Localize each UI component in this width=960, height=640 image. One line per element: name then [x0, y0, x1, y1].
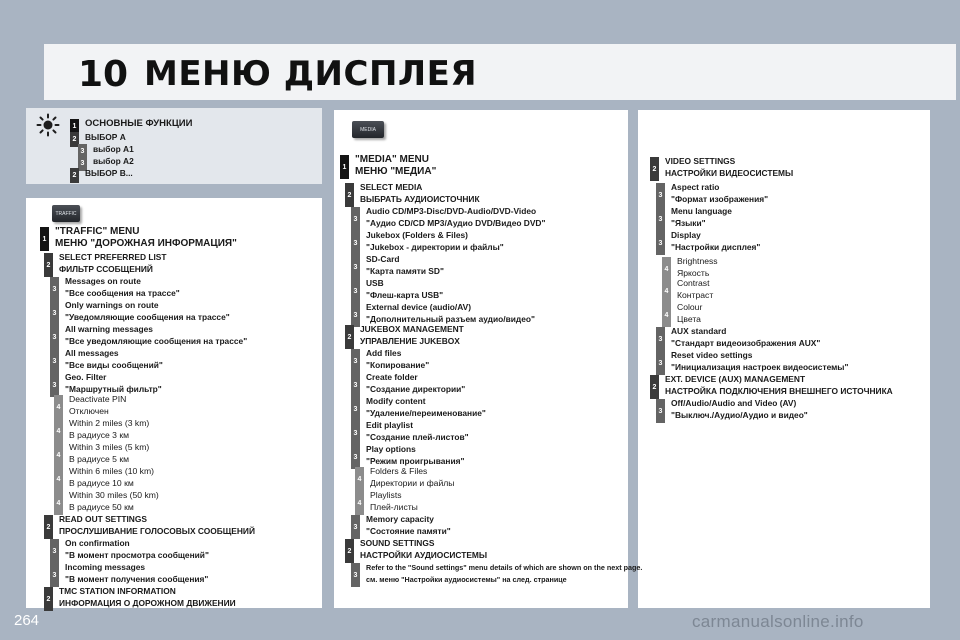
- menu-item-label: Messages on route: [65, 276, 141, 286]
- level-badge: 1: [40, 227, 49, 251]
- menu-item-translation: "Все виды сообщений": [65, 359, 163, 370]
- level-badge: 3: [351, 207, 360, 231]
- menu-item-text: [366, 254, 444, 277]
- menu-item-text: [665, 156, 793, 179]
- level-badge: 3: [656, 207, 665, 231]
- menu-item-label: SELECT MEDIA: [360, 182, 423, 192]
- menu-item-label: ВЫБОР B...: [85, 168, 133, 178]
- menu-item-text: [370, 490, 418, 513]
- level-badge: 3: [78, 156, 87, 171]
- menu-item-text: [69, 466, 154, 489]
- level-badge: 4: [355, 467, 364, 491]
- menu-item-translation: "Удаление/переименование": [366, 407, 486, 418]
- video-menu-item: [656, 398, 808, 423]
- level-badge: 3: [50, 539, 59, 563]
- menu-item-label: On confirmation: [65, 538, 130, 548]
- menu-item-translation: "Настройки дисплея": [671, 241, 761, 252]
- menu-item-text: [366, 348, 429, 371]
- menu-item-text: [366, 420, 469, 443]
- menu-item-label: TMC STATION INFORMATION: [59, 586, 176, 596]
- traffic-menu-item: [54, 418, 149, 443]
- level-badge: 2: [70, 168, 79, 183]
- level-badge: 2: [345, 183, 354, 207]
- level-badge: 3: [50, 301, 59, 325]
- menu-item-text: [671, 326, 820, 349]
- traffic-menu-item: [50, 538, 209, 563]
- menu-item-label: Jukebox (Folders & Files): [366, 230, 468, 240]
- menu-item-label: выбор A1: [93, 144, 134, 154]
- video-menu-item: [662, 302, 702, 327]
- menu-item-label: Only warnings on route: [65, 300, 159, 310]
- menu-item-translation: Плей-листы: [370, 501, 418, 512]
- menu-item-label: ОСНОВНЫЕ ФУНКЦИИ: [85, 118, 193, 129]
- menu-item-label: "TRAFFIC" MENU: [55, 226, 140, 237]
- level-badge: 4: [662, 257, 671, 281]
- level-badge: 1: [340, 155, 349, 179]
- menu-item-label: Within 3 miles (5 km): [69, 442, 150, 452]
- chapter-title: МЕНЮ ДИСПЛЕЯ: [144, 54, 478, 94]
- menu-item-translation: НАСТРОЙКИ АУДИОСИСТЕМЫ: [360, 549, 488, 560]
- menu-item-label: Within 2 miles (3 km): [69, 418, 150, 428]
- menu-item-translation: "Создание плей-листов": [366, 431, 469, 442]
- menu-item-text: [366, 444, 464, 467]
- level-badge: 3: [656, 183, 665, 207]
- traffic-menu-item: [54, 466, 154, 491]
- media-menu-item: [351, 278, 443, 303]
- menu-item-label: External device (audio/AV): [366, 302, 472, 312]
- menu-item-text: [65, 276, 180, 299]
- chapter-number: 10: [78, 54, 129, 95]
- media-menu-item: [351, 562, 642, 587]
- media-menu-item: [351, 396, 486, 421]
- menu-item-label: SELECT PREFERRED LIST: [59, 252, 167, 262]
- menu-item-text: [65, 300, 230, 323]
- menu-item-text: [355, 154, 436, 178]
- menu-item-translation: "Копирование": [366, 359, 430, 370]
- menu-item-label: SD-Card: [366, 254, 400, 264]
- level-badge: 4: [662, 279, 671, 303]
- menu-item-translation: МЕНЮ "ДОРОЖНАЯ ИНФОРМАЦИЯ": [55, 238, 237, 249]
- level-badge: 4: [54, 491, 63, 515]
- menu-item-label: All messages: [65, 348, 119, 358]
- menu-item-text: [671, 182, 768, 205]
- menu-item-text: [366, 230, 504, 253]
- menu-item-translation: "Стандарт видеоизображения AUX": [671, 337, 821, 348]
- menu-item-text: [69, 394, 126, 417]
- menu-item-translation: "Карта памяти SD": [366, 265, 444, 276]
- menu-item-translation: ВЫБРАТЬ АУДИОИСТОЧНИК: [360, 193, 480, 204]
- traffic-menu-item: [50, 562, 208, 587]
- menu-item-label: Add files: [366, 348, 402, 358]
- media-menu-item: [351, 254, 444, 279]
- media-menu-item: [355, 466, 454, 491]
- video-menu-item: [656, 350, 848, 375]
- level-badge: 3: [50, 349, 59, 373]
- menu-item-translation: Яркость: [677, 267, 710, 278]
- menu-item-text: [366, 206, 545, 229]
- menu-item-translation: В радиусе 5 км: [69, 453, 129, 464]
- media-menu-item: [345, 182, 480, 207]
- menu-item-label: Aspect ratio: [671, 182, 720, 192]
- media-menu-item: [345, 538, 487, 563]
- level-badge: 3: [351, 279, 360, 303]
- menu-item-label: Playlists: [370, 490, 402, 500]
- menu-item-text: [671, 398, 808, 421]
- menu-item-label: Create folder: [366, 372, 418, 382]
- menu-item-text: [69, 442, 149, 465]
- menu-item-text: [59, 252, 167, 275]
- menu-item-label: Reset video settings: [671, 350, 753, 360]
- menu-item-label: EXT. DEVICE (AUX) MANAGEMENT: [665, 374, 806, 384]
- traffic-menu-item: [54, 442, 149, 467]
- menu-item-label: JUKEBOX MANAGEMENT: [360, 324, 464, 334]
- level-badge: 2: [345, 539, 354, 563]
- menu-item-translation: В радиусе 3 км: [69, 429, 129, 440]
- media-menu-item: [351, 514, 451, 539]
- menu-item-text: [665, 374, 893, 397]
- footer-watermark: carmanualsonline.info: [692, 612, 864, 631]
- menu-item-translation: "Jukebox - директории и файлы": [366, 241, 504, 252]
- level-badge: 2: [650, 375, 659, 399]
- level-badge: 3: [351, 515, 360, 539]
- traffic-menu-item: [50, 300, 230, 325]
- menu-item-text: [65, 372, 162, 395]
- traffic-menu-item: [50, 324, 247, 349]
- level-badge: 4: [54, 395, 63, 419]
- video-menu-item: [650, 374, 893, 399]
- traffic-menu-item: [54, 394, 126, 419]
- menu-item-label: Edit playlist: [366, 420, 414, 430]
- menu-item-label: Menu language: [671, 206, 732, 216]
- menu-item-text: [677, 278, 713, 301]
- level-badge: 3: [656, 399, 665, 423]
- traffic-menu-item: [50, 348, 163, 373]
- level-badge: 3: [351, 563, 360, 587]
- menu-item-label: Folders & Files: [370, 466, 428, 476]
- level-badge: 3: [351, 231, 360, 255]
- traffic-menu-item: [44, 586, 236, 611]
- menu-item-translation: "Аудио CD/CD MP3/Аудио DVD/Видео DVD": [366, 217, 546, 228]
- video-menu-item: [656, 326, 820, 351]
- menu-item-translation: ПРОСЛУШИВАНИЕ ГОЛОСОВЫХ СООБЩЕНИЙ: [59, 525, 255, 536]
- menu-item-translation: Контраст: [677, 289, 714, 300]
- traffic-menu-item: [44, 514, 255, 539]
- menu-item-translation: ИНФОРМАЦИЯ О ДОРОЖНОМ ДВИЖЕНИИ: [59, 597, 236, 608]
- traffic-menu-item: [54, 490, 159, 515]
- menu-item-text: [85, 118, 192, 130]
- menu-item-text: [671, 206, 732, 229]
- level-badge: 2: [345, 325, 354, 349]
- menu-item-translation: ФИЛЬТР ССОБЩЕНИЙ: [59, 263, 153, 274]
- menu-item-text: [677, 256, 718, 279]
- menu-item-label: AUX standard: [671, 326, 727, 336]
- menu-item-translation: Цвета: [677, 313, 701, 324]
- media-menu-item: [351, 348, 429, 373]
- menu-item-label: SOUND SETTINGS: [360, 538, 435, 548]
- traffic-menu-item: [50, 276, 180, 301]
- menu-item-translation: "Языки": [671, 217, 706, 228]
- menu-item-translation: НАСТРОЙКИ ВИДЕОСИСТЕМЫ: [665, 167, 794, 178]
- menu-item-label: Memory capacity: [366, 514, 434, 524]
- menu-item-text: [366, 562, 642, 585]
- menu-item-label: VIDEO SETTINGS: [665, 156, 736, 166]
- menu-item-text: [677, 302, 702, 325]
- menu-item-label: Display: [671, 230, 701, 240]
- menu-item-translation: "В момент получения сообщения": [65, 573, 209, 584]
- menu-item-label: "MEDIA" MENU: [355, 154, 429, 165]
- menu-item-label: Modify content: [366, 396, 426, 406]
- level-badge: 2: [44, 587, 53, 611]
- level-badge: 1: [70, 119, 79, 134]
- menu-item-text: [93, 143, 134, 155]
- menu-item-translation: "Все сообщения на трассе": [65, 287, 180, 298]
- menu-item-text: [65, 324, 247, 347]
- menu-item-text: [360, 182, 480, 205]
- menu-item-text: [59, 514, 255, 537]
- menu-item-translation: "Выключ./Аудио/Аудио и видео": [671, 409, 808, 420]
- menu-item-text: [366, 514, 451, 537]
- menu-item-text: [366, 302, 535, 325]
- level-badge: 2: [44, 253, 53, 277]
- level-badge: 3: [351, 303, 360, 327]
- level-badge: 2: [650, 157, 659, 181]
- menu-item-label: Brightness: [677, 256, 718, 266]
- media-menu-item: [355, 490, 418, 515]
- media-menu-item: [351, 206, 545, 231]
- menu-item-text: [360, 538, 487, 561]
- level-badge: 3: [351, 397, 360, 421]
- menu-item-label: Off/Audio/Audio and Video (AV): [671, 398, 797, 408]
- menu-item-translation: "Дополнительный разъем аудио/видео": [366, 313, 535, 324]
- level-badge: 3: [50, 563, 59, 587]
- menu-item-label: USB: [366, 278, 384, 288]
- menu-item-translation: В радиусе 50 км: [69, 501, 134, 512]
- menu-item-text: [366, 278, 443, 301]
- menu-item-translation: "Формат изображения": [671, 193, 769, 204]
- video-menu-item: [662, 278, 713, 303]
- menu-item-label: Deactivate PIN: [69, 394, 127, 404]
- menu-item-text: [65, 562, 208, 585]
- menu-item-translation: "Режим проигрывания": [366, 455, 465, 466]
- level-badge: 3: [351, 373, 360, 397]
- level-badge: 3: [78, 144, 87, 159]
- menu-item-translation: "В момент просмотра сообщений": [65, 549, 209, 560]
- level-badge: 2: [70, 132, 79, 147]
- menu-item-translation: "Флеш-карта USB": [366, 289, 444, 300]
- media-menu-item: [351, 230, 504, 255]
- media-menu-item: [340, 154, 436, 179]
- traffic-menu-item: [40, 226, 237, 251]
- menu-item-text: [370, 466, 454, 489]
- menu-item-text: [65, 348, 163, 371]
- menu-item-translation: "Маршрутный фильтр": [65, 383, 162, 394]
- menu-item-text: [360, 324, 464, 347]
- level-badge: 3: [656, 351, 665, 375]
- menu-item-translation: Отключен: [69, 405, 109, 416]
- level-badge: 3: [50, 325, 59, 349]
- traffic-menu-item: [44, 252, 167, 277]
- menu-item-translation: "Инициализация настроек видеосистемы": [671, 361, 849, 372]
- video-menu-item: [656, 230, 760, 255]
- menu-item-label: Play options: [366, 444, 416, 454]
- menu-item-text: [69, 418, 149, 441]
- media-button-image: MEDIA: [352, 121, 384, 138]
- level-badge: 3: [351, 421, 360, 445]
- menu-item-text: [59, 586, 236, 609]
- menu-item-label: Within 6 miles (10 km): [69, 466, 154, 476]
- level-badge: 3: [351, 349, 360, 373]
- level-badge: 4: [54, 443, 63, 467]
- menu-item-label: Refer to the "Sound settings" menu details of which are shown on the next page.: [366, 563, 643, 572]
- video-menu-item: [656, 182, 768, 207]
- menu-item-translation: МЕНЮ "МЕДИА": [355, 166, 437, 177]
- menu-item-translation: "Создание директории": [366, 383, 466, 394]
- menu-item-translation: НАСТРОЙКА ПОДКЛЮЧЕНИЯ ВНЕШНЕГО ИСТОЧНИКА: [665, 385, 893, 396]
- menu-item-translation: см. меню "Настройки аудиосистемы" на след. странице: [366, 574, 567, 584]
- menu-item-label: Incoming messages: [65, 562, 146, 572]
- level-badge: 4: [54, 419, 63, 443]
- menu-item-text: [65, 538, 209, 561]
- media-menu-item: [345, 324, 464, 349]
- menu-item-translation: "Уведомляющие сообщения на трассе": [65, 311, 230, 322]
- level-badge: 3: [50, 373, 59, 397]
- menu-item-label: Contrast: [677, 278, 710, 288]
- menu-item-translation: Директории и файлы: [370, 477, 455, 488]
- menu-item-label: READ OUT SETTINGS: [59, 514, 147, 524]
- level-badge: 4: [662, 303, 671, 327]
- media-menu-item: [351, 420, 469, 445]
- level-badge: 3: [351, 255, 360, 279]
- menu-item-translation: УПРАВЛЕНИЕ JUKEBOX: [360, 335, 460, 346]
- menu-item-text: [366, 396, 486, 419]
- menu-item-text: [671, 350, 848, 373]
- level-badge: 4: [355, 491, 364, 515]
- video-menu-item: [650, 156, 793, 181]
- media-menu-item: [351, 372, 465, 397]
- level-badge: 4: [54, 467, 63, 491]
- level-badge: 3: [50, 277, 59, 301]
- menu-item-translation: В радиусе 10 км: [69, 477, 134, 488]
- traffic-button-image: TRAFFIC: [52, 205, 80, 222]
- menu-item-label: All warning messages: [65, 324, 153, 334]
- level-badge: 3: [656, 231, 665, 255]
- level-badge: 3: [351, 445, 360, 469]
- level-badge: 2: [44, 515, 53, 539]
- menu-item-label: выбор A2: [93, 156, 134, 166]
- level-badge: 3: [656, 327, 665, 351]
- menu-item-text: [85, 167, 133, 179]
- menu-item-label: Geo. Filter: [65, 372, 107, 382]
- video-menu-item: [656, 206, 732, 231]
- menu-item-text: [366, 372, 465, 395]
- menu-item-label: Audio CD/MP3-Disc/DVD-Audio/DVD-Video: [366, 206, 537, 216]
- menu-item-text: [671, 230, 760, 253]
- menu-item-translation: "Состояние памяти": [366, 525, 451, 536]
- menu-item-text: [69, 490, 159, 513]
- menu-item-text: [93, 155, 134, 167]
- menu-item-label: Within 30 miles (50 km): [69, 490, 159, 500]
- sun-icon: [36, 113, 60, 137]
- menu-item-text: [85, 131, 126, 143]
- menu-item-label: ВЫБОР A: [85, 132, 126, 142]
- menu-item-text: [55, 226, 237, 250]
- menu-item-translation: "Все уведомляющие сообщения на трассе": [65, 335, 248, 346]
- menu-item-label: Colour: [677, 302, 703, 312]
- page-number: 264: [14, 612, 40, 629]
- legend-item: [70, 167, 133, 183]
